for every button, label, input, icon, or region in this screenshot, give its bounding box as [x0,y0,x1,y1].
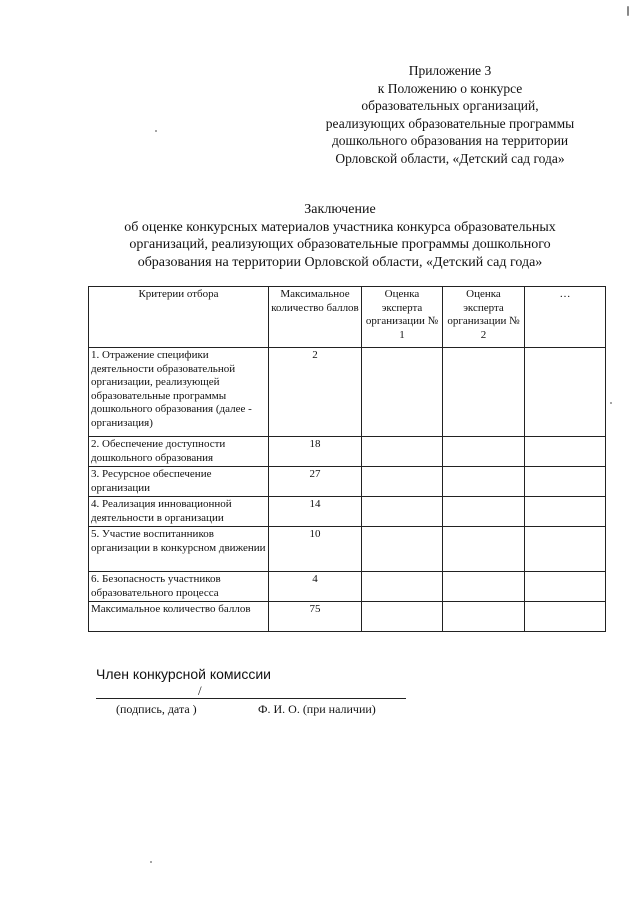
max-score-cell: 18 [269,437,362,467]
criterion-cell: Максимальное количество баллов [89,602,269,632]
expert-2-cell [443,527,525,572]
expert-1-cell [362,572,443,602]
appendix-header [300,62,600,167]
signature-line [96,686,406,699]
scan-speck [155,130,157,132]
column-header-expert-2: Оценка эксперта организации № 2 [443,287,525,348]
scan-speck [610,402,612,404]
scan-speck [627,6,629,16]
column-header-more: … [525,287,606,348]
max-score-cell: 14 [269,497,362,527]
expert-1-cell [362,497,443,527]
table-row [89,437,606,467]
expert-2-cell [443,467,525,497]
table-row [89,572,606,602]
appendix-line: к Положению о конкурсе [377,80,523,96]
appendix-line: дошкольного образования на территории [331,133,569,148]
extra-cell [525,437,606,467]
expert-2-cell [443,572,525,602]
table-row-total [89,602,606,632]
table-row [89,497,606,527]
max-score-cell: 2 [269,348,362,437]
expert-2-cell [443,497,525,527]
extra-cell [525,572,606,602]
column-header-expert-1: Оценка эксперта организации № 1 [362,287,443,348]
criterion-cell: 2. Обеспечение доступности дошкольного образования [89,437,269,467]
max-score-cell: 4 [269,572,362,602]
criterion-cell: 3. Ресурсное обеспечение организации [89,467,269,497]
conclusion-heading [60,201,620,271]
expert-1-cell [362,467,443,497]
extra-cell [525,348,606,437]
expert-2-cell [443,602,525,632]
conclusion-line: об оценке конкурсных материалов участника конкурса образовательных [124,219,556,235]
appendix-line: реализующих образовательные программы [325,115,575,131]
expert-2-cell [443,437,525,467]
extra-cell [525,497,606,527]
extra-cell [525,602,606,632]
extra-cell [525,467,606,497]
expert-2-cell [443,348,525,437]
signature-separator: / [198,683,202,698]
table-row [89,467,606,497]
max-score-cell: 75 [269,602,362,632]
expert-1-cell [362,348,443,437]
extra-cell [525,527,606,572]
appendix-line: Орловской области, «Детский сад года» [335,150,565,166]
conclusion-title: Заключение [304,202,376,217]
table-row [89,527,606,572]
criterion-cell: 4. Реализация инновационной деятельности в организации [89,497,269,527]
criterion-cell: 5. Участие воспитанников организации в конкурсном движении [89,527,269,572]
scan-speck [150,861,152,863]
table-header-row [89,287,606,348]
max-score-cell: 27 [269,467,362,497]
column-header-criteria: Критерии отбора [89,287,269,348]
appendix-line: Приложение 3 [408,63,492,78]
max-score-cell: 10 [269,527,362,572]
criteria-table [88,286,606,632]
expert-1-cell [362,527,443,572]
signature-caption: (подпись, дата ) [116,702,197,716]
criterion-cell: 6. Безопасность участников образовательного процесса [89,572,269,602]
expert-1-cell [362,602,443,632]
appendix-line: образовательных организаций, [361,98,539,113]
conclusion-line: организаций, реализующих образовательные программы дошкольного [129,237,551,252]
name-caption: Ф. И. О. (при наличии) [258,702,376,716]
conclusion-line: образования на территории Орловской области, «Детский сад года» [137,254,543,270]
expert-1-cell [362,437,443,467]
column-header-max-score: Максимальное количество баллов [269,287,362,348]
table-row [89,348,606,437]
criterion-cell: 1. Отражение специфики деятельности образовательной организации, реализующей образовательные программы дошкольного образования (далее - организация) [89,348,269,437]
commission-member-label: Член конкурсной комиссии [96,666,271,682]
